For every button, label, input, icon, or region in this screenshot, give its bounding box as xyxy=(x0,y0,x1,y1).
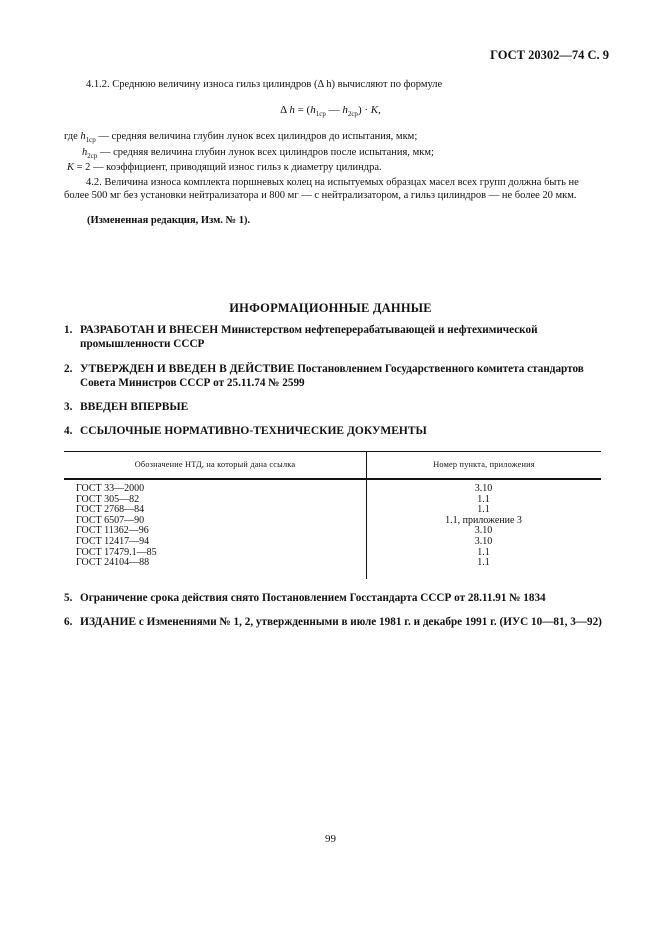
formula: Δ $h = (h_{1ср}$ — $h_{2ср}) \cdot K$, xyxy=(280,104,381,119)
definition-k: K = 2 — коэффициент, приводящий износ гильз к диаметру цилиндра. xyxy=(67,162,382,173)
info-item-6: 6. ИЗДАНИЕ с Изменениями № 1, 2, утвержденными в июле 1981 г. и декабре 1991 г. (ИУС 10—81, 3—92) xyxy=(64,616,602,628)
table-header-clause: Номер пункта, приложения xyxy=(433,460,535,469)
table-row: ГОСТ 24104—88 1.1 xyxy=(76,557,490,569)
page-number: 99 xyxy=(325,833,336,845)
table-row: ГОСТ 17479.1—85 1.1 xyxy=(76,546,490,558)
table-row: ГОСТ 11362—96 3.10 xyxy=(76,525,493,537)
table-row: ГОСТ 12417—94 3.10 xyxy=(76,535,493,547)
table-row: ГОСТ 33—2000 3.10 xyxy=(76,483,493,494)
paragraph-4-2: 4.2. Величина износа комплекта поршневых колец на испытуемых образцах масел всех групп должна быть не более 500 мг без установки нейтрализатора и 800 мг — с нейтрализатором, а гильз цилиндров — не более 20 мкм. xyxy=(64,177,579,201)
paragraph-4-1-2: 4.1.2. Среднюю величину износа гильз цилиндров (Δ h) вычисляют по формуле xyxy=(86,79,443,90)
info-item-2: 2. УТВЕРЖДЕН И ВВЕДЕН В ДЕЙСТВИЕ Постановлением Государственного комитета стандартов Совета Министров СССР от 25.11.74 № 2599 xyxy=(64,363,584,389)
info-item-4: 4. ССЫЛОЧНЫЕ НОРМАТИВНО-ТЕХНИЧЕСКИЕ ДОКУМЕНТЫ xyxy=(64,425,427,437)
info-item-3: 3. ВВЕДЕН ВПЕРВЫЕ xyxy=(64,401,189,413)
info-item-1: 1. РАЗРАБОТАН И ВНЕСЕН Министерством нефтеперерабатывающей и нефтехимической промышленности СССР xyxy=(64,324,538,350)
page-header: ГОСТ 20302—74 С. 9 xyxy=(490,48,609,62)
amendment-note: (Измененная редакция, Изм. № 1). xyxy=(87,215,251,226)
info-title: ИНФОРМАЦИОННЫЕ ДАННЫЕ xyxy=(229,301,432,315)
info-item-5: 5. Ограничение срока действия снято Постановлением Госстандарта СССР от 28.11.91 № 1834 xyxy=(64,592,546,604)
table-row: ГОСТ 6507—90 1.1, приложение 3 xyxy=(76,514,522,526)
table-row: ГОСТ 2768—84 1.1 xyxy=(76,504,490,516)
definition-h2: $h_{2ср}$ — средняя величина глубин лунок всех цилиндров после испытания, мкм; xyxy=(82,147,434,161)
definition-h1: где $h_{1ср}$ — средняя величина глубин лунок всех цилиндров до испытания, мкм; xyxy=(64,131,418,145)
table-header-designation: Обозначение НТД, на который дана ссылка xyxy=(134,460,296,469)
table-row: ГОСТ 305—82 1.1 xyxy=(76,493,490,505)
